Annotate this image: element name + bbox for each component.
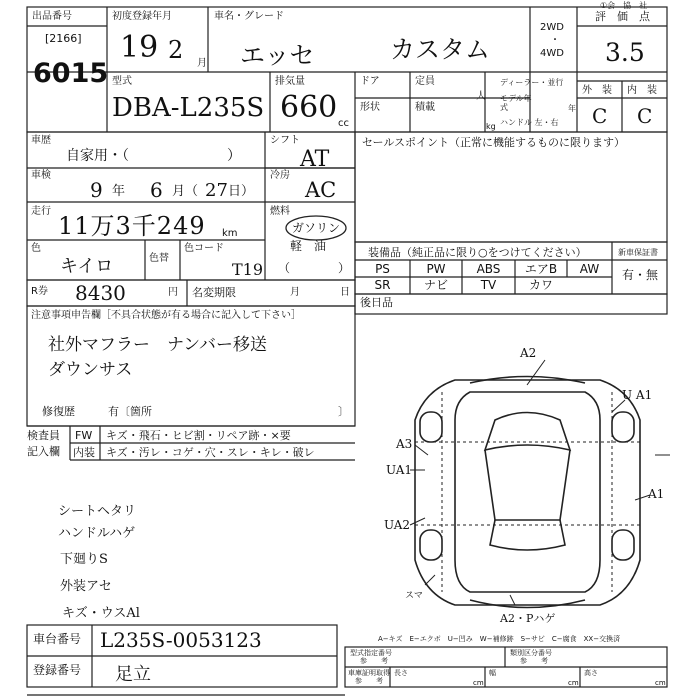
bt-height: 高さ [584, 669, 598, 677]
mark-top: A2 [520, 346, 537, 360]
interior-value: C [637, 104, 653, 128]
color-value: キイロ [60, 256, 114, 277]
hw-note-5: キズ・ウスAl [62, 606, 140, 621]
model-year-label: モデル年式 [500, 94, 532, 112]
equip-aw: AW [579, 262, 600, 276]
damage-legend: A−キズ E−エクボ U−凹み W−補修跡 S−サビ C−腐食 XX−交換済 [378, 635, 621, 643]
car-name-label: 車名・グレード [214, 11, 284, 22]
inspector-label-1: 検査員 [27, 429, 60, 442]
hw-note-3: 下廻りS [60, 552, 108, 567]
car-grade: カスタム [390, 35, 491, 64]
load-label: 積載 [415, 102, 435, 113]
handle-label: ハンドル 左・右 [500, 118, 559, 127]
chassis-label: 車台番号 [33, 632, 82, 646]
inspector-fw-items: キズ・飛石・ヒビ割・リペア跡・×要 [106, 429, 291, 442]
history-label: 車歴 [31, 135, 51, 146]
mark-bottom: A2・Pハゲ [500, 612, 556, 625]
inspection-year-unit: 年 [112, 184, 126, 199]
fuel-paren: （ ） [278, 261, 351, 275]
name-period-month: 月 [290, 287, 300, 298]
exterior-value: C [592, 104, 608, 128]
mileage-value: 11万3千249 [58, 212, 206, 240]
color-change-label: 色替 [149, 253, 169, 264]
car-diagram [415, 377, 640, 608]
equip-tv: TV [480, 278, 497, 292]
rear-seat-label: 後日品 [360, 296, 393, 309]
equip-airbag: エアB [524, 262, 558, 276]
color-code-value: T19 [232, 260, 264, 279]
interior-label: 内 装 [627, 85, 657, 96]
repair-close: 〕 [338, 405, 349, 418]
equip-sr: SR [374, 278, 391, 292]
capacity-label: 定員 [415, 76, 435, 87]
equip-leather: カワ [528, 278, 553, 292]
bt-type-ref: 参 考 [360, 657, 388, 665]
equip-ps: PS [375, 262, 390, 276]
inspection-month: 6 [150, 178, 163, 202]
notes-line2: ダウンサス [48, 360, 133, 380]
color-label: 色 [31, 243, 41, 254]
fuel-diesel: 軽 油 [290, 239, 327, 253]
hw-note-2: ハンドルハゲ [58, 526, 136, 541]
bt-width-unit: cm [568, 679, 579, 687]
recycle-label: R券 [31, 286, 48, 297]
displacement-unit: cc [338, 118, 349, 129]
equip-navi: ナビ [423, 278, 448, 292]
shape-label: 形状 [360, 102, 380, 113]
inspector-label-2: 記入欄 [27, 445, 60, 458]
dealer-line: ディーラー・並行 [500, 78, 564, 87]
model-year-unit: 年 [568, 104, 576, 113]
bt-class-ref: 参 考 [520, 657, 548, 665]
history-value: 自家用・（ ） [66, 148, 241, 164]
fuel-gas: ガソリン [292, 221, 341, 235]
color-code-label: 色コード [184, 243, 224, 254]
hw-note-1: シートヘタリ [58, 504, 137, 519]
bt-type-label: 型式指定番号 [350, 649, 392, 657]
drive-4wd: 4WD [540, 48, 564, 59]
exterior-label: 外 装 [582, 85, 612, 96]
inspection-day-unit: 日） [228, 184, 255, 199]
name-period-label: 名変期限 [192, 286, 236, 299]
score-label: 評 価 点 [595, 10, 650, 23]
mark-left-a3: A3 [396, 437, 413, 451]
first-reg-month-unit: 月 [197, 58, 207, 69]
notes-label: 注意事項申告欄［不具合状態が有る場合に記入して下さい］ [31, 310, 301, 321]
model-value: DBA-L235S [112, 93, 265, 123]
repair-label: 修復歴 [42, 405, 75, 418]
bt-class-label: 類別区分番号 [510, 649, 552, 657]
cooler-value: AC [305, 178, 337, 202]
hw-note-4: 外装アセ [60, 579, 112, 594]
displacement-label: 排気量 [275, 76, 305, 87]
top-right-note: ①会 協 社 [600, 1, 648, 10]
registration-label: 登録番号 [33, 663, 82, 677]
bt-garage-ref: 参 考 [355, 677, 383, 685]
mileage-label: 走行 [31, 206, 51, 217]
inspector-int-items: キズ・汚レ・コゲ・穴・スレ・キレ・破レ [106, 446, 315, 459]
bt-width: 幅 [489, 669, 496, 677]
bt-length-unit: cm [473, 679, 484, 687]
mark-left-ua2: UA2 [384, 518, 411, 532]
mark-bottom-left: スマ [405, 591, 423, 601]
door-label: ドア [360, 76, 380, 87]
recycle-value: 8430 [75, 281, 126, 305]
warranty-value: 有・無 [622, 268, 659, 282]
repair-value: 有〔箇所 [108, 405, 152, 418]
shift-label: シフト [270, 135, 300, 146]
first-reg-label: 初度登録年月 [112, 11, 172, 22]
lot-label: 出品番号 [32, 11, 72, 22]
registration-value: 足立 [115, 664, 151, 685]
inspector-int: 内装 [73, 446, 95, 459]
mark-left-ua1: UA1 [386, 463, 413, 477]
score-value: 3.5 [605, 38, 645, 67]
mark-right-mid: A1 [648, 487, 665, 501]
equipment-label: 装備品（純正品に限り○をつけてください） [368, 246, 587, 259]
bt-garage-label: 車庫証明取得 [348, 669, 390, 677]
shift-value: AT [300, 147, 330, 172]
mileage-unit: km [222, 228, 238, 239]
drive-dot: ・ [550, 35, 560, 46]
car-name: エッセ [240, 41, 315, 70]
chassis-value: L235S-0053123 [100, 628, 262, 652]
equip-abs: ABS [476, 262, 501, 276]
bt-length: 長さ [394, 669, 408, 677]
load-unit: kg [486, 122, 496, 131]
fuel-label: 燃料 [270, 206, 290, 217]
warranty-label: 新車保証書 [618, 248, 658, 257]
capacity-unit: 人 [476, 91, 486, 102]
inspection-day: 27 [205, 180, 228, 201]
displacement-value: 660 [280, 90, 338, 125]
inspection-month-unit: 月（ [172, 184, 199, 199]
inspection-label: 車検 [31, 170, 51, 181]
name-period-day: 日 [340, 287, 350, 298]
first-reg-month: 2 [168, 36, 184, 64]
drive-2wd: 2WD [540, 22, 564, 33]
recycle-unit: 円 [168, 287, 178, 298]
mark-right-top: U A1 [622, 388, 653, 402]
first-reg-year: 19 [120, 30, 159, 65]
sales-point-label: セールスポイント（正常に機能するものに限ります） [362, 136, 626, 149]
lot-code: [2166] [45, 32, 82, 45]
lot-number: 6015 [33, 58, 109, 89]
equip-pw: PW [426, 262, 446, 276]
model-label: 型式 [112, 76, 132, 87]
notes-line1: 社外マフラー ナンバー移送 [48, 335, 267, 355]
inspection-year: 9 [90, 178, 103, 202]
bt-height-unit: cm [655, 679, 666, 687]
cooler-label: 冷房 [270, 170, 290, 181]
inspector-fw: FW [75, 429, 93, 442]
